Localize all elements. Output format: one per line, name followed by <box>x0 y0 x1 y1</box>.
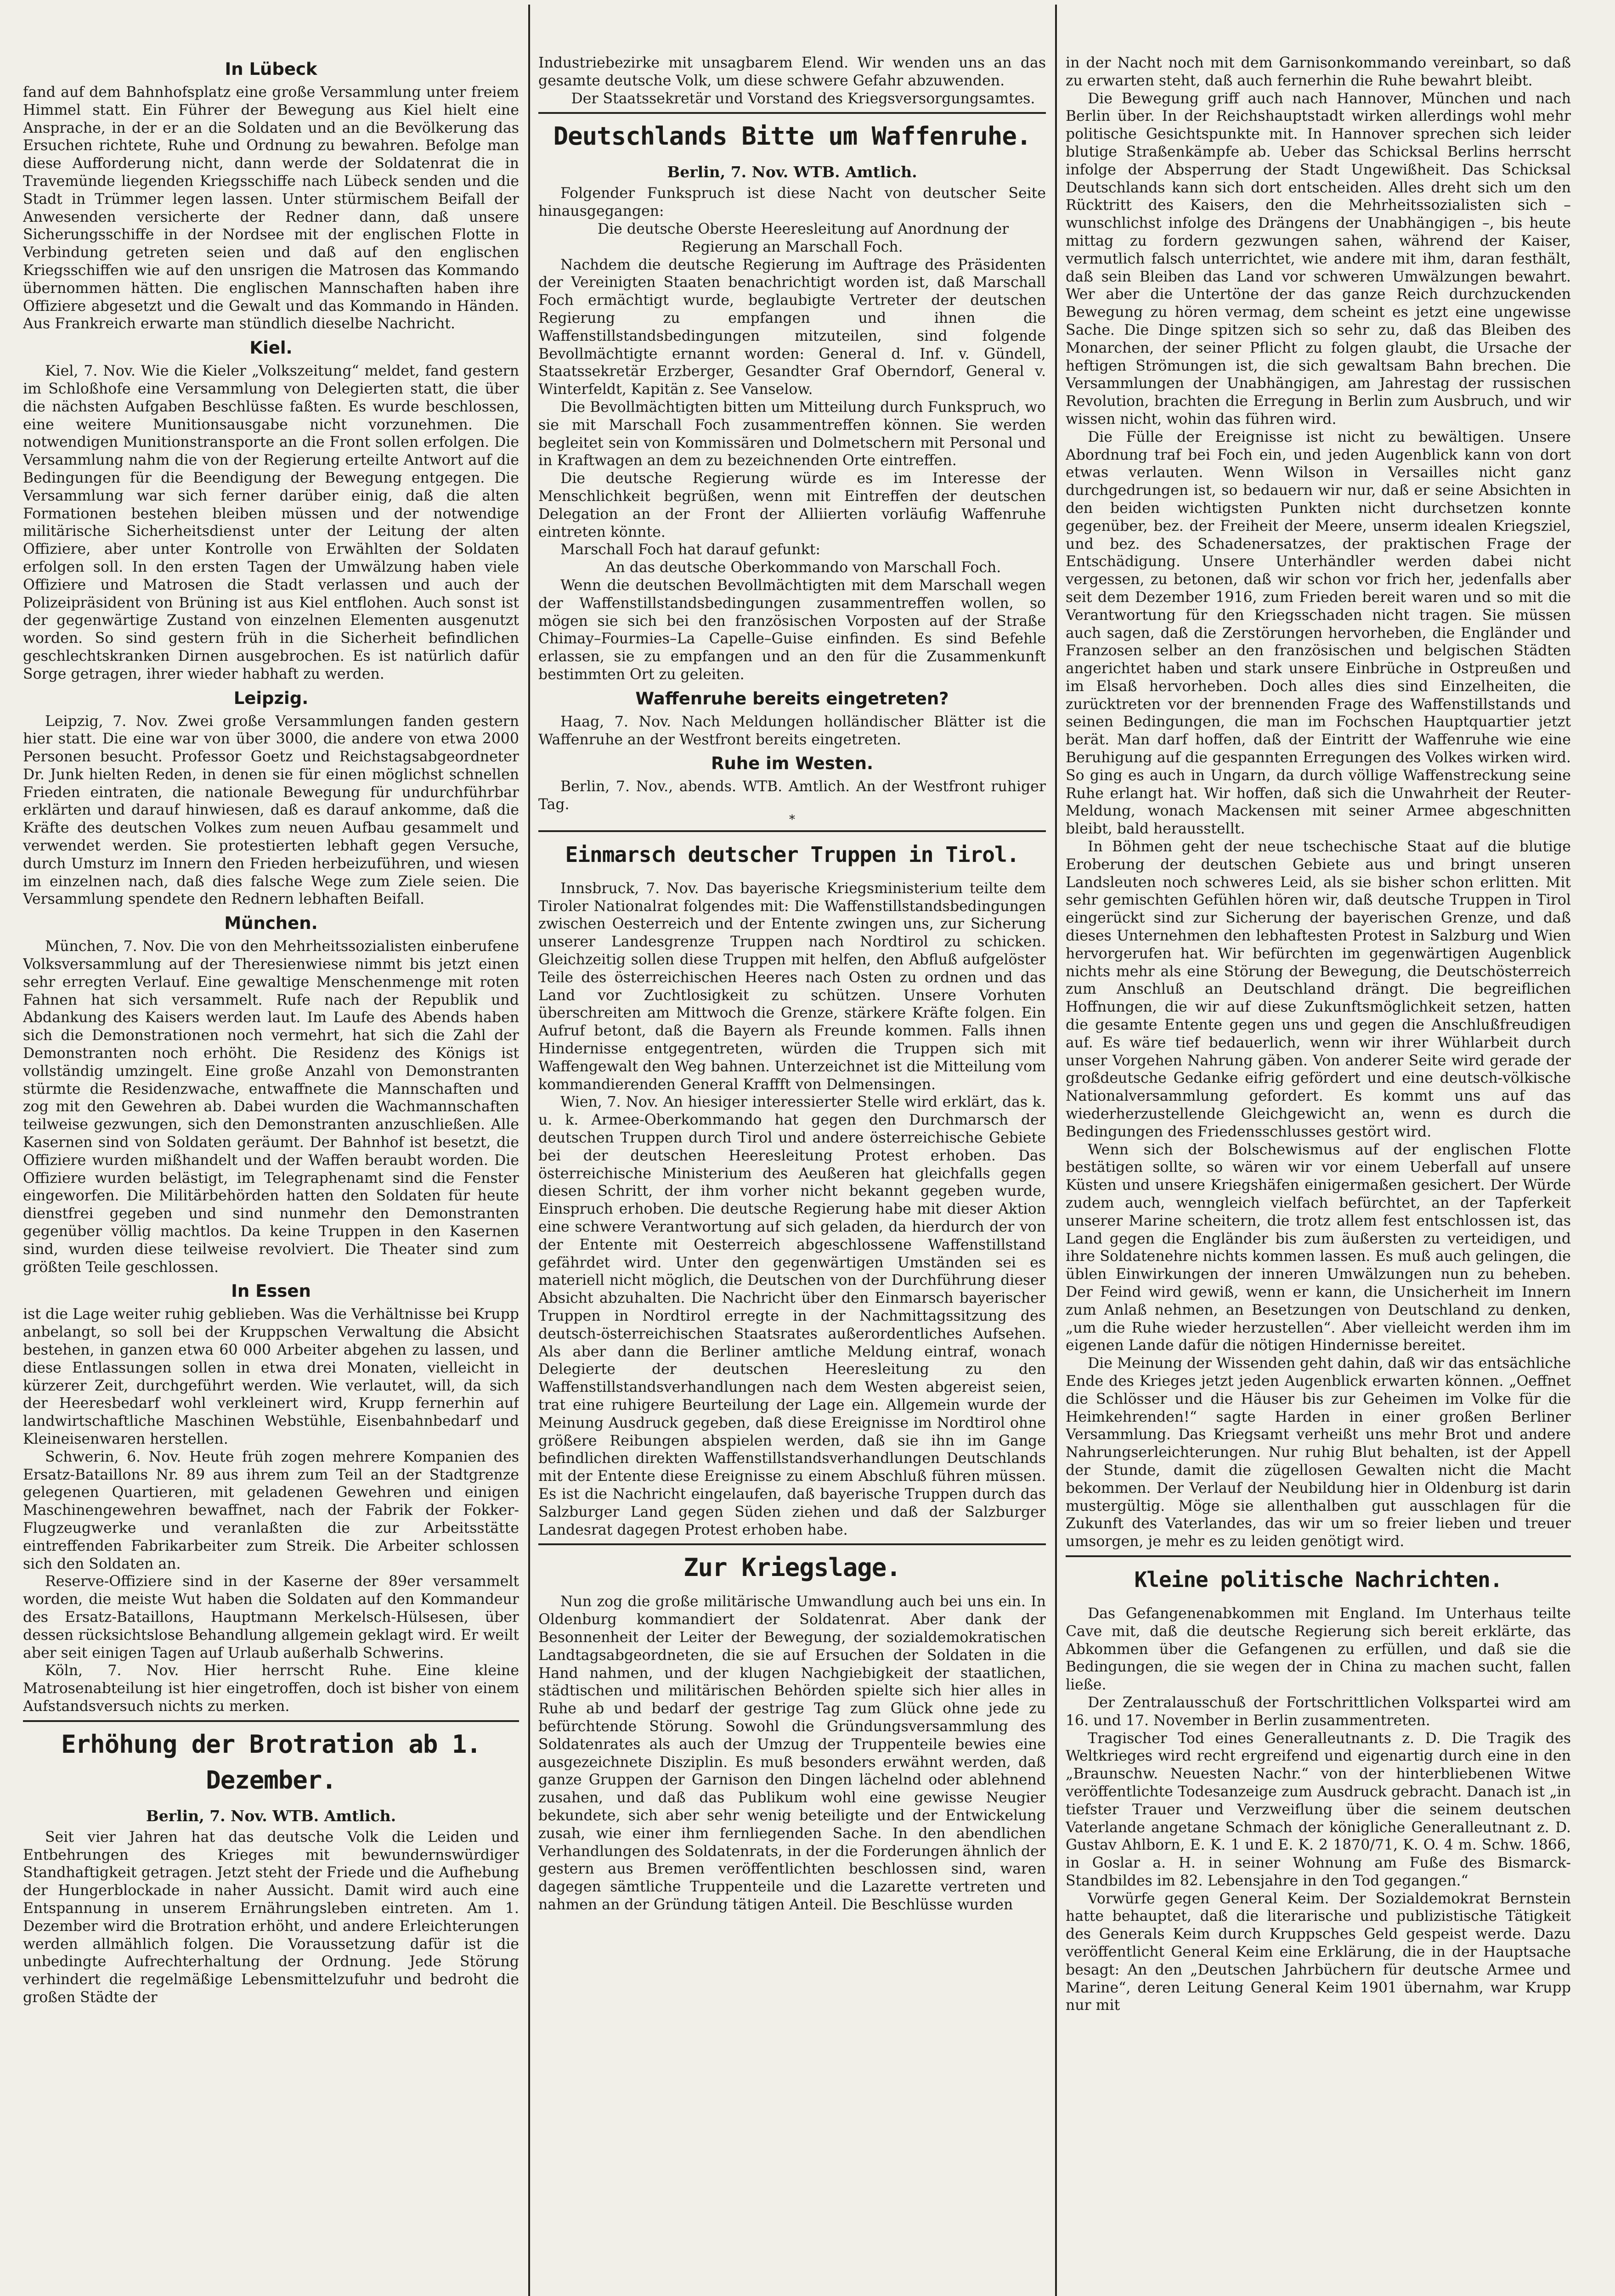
news-general-keim: Vorwürfe gegen General Keim. Der Sozialdemokrat Bernstein hatte behauptet, daß die literarische und publizistische Tätigkeit des Generals Keim durch Kruppsches Geld gespeist werde. Dazu veröffentlicht General Keim eine Erklärung, die in der Hauptsache besagt: An den „Deutschen Jahrbüchern für deutsche Armee und Marine“, deren Leitung General Keim 1901 übernahm, war Krupp nur mit <box>1066 1890 1571 2014</box>
article-eingetreten: Haag, 7. Nov. Nach Meldungen holländischer Blätter ist die Waffenruhe an der Westfront bereits eingetreten. <box>538 713 1046 748</box>
article-westen: Berlin, 7. Nov., abends. WTB. Amtlich. An der Westfront ruhiger Tag. <box>538 778 1046 813</box>
article-brotration: Seit vier Jahren hat das deutsche Volk die Leiden und Entbehrungen des Krieges mit bewundernswürdiger Standhaftigkeit getragen. Jetzt steht der Friede und die Aufhebung der Hungerblockade in naher Aussicht. Damit wird auch eine Entspannung in unserem Ernährungsleben eintreten. Am 1. Dezember wird die Brotration erhöht, und andere Erleichterungen werden allmählich folgen. Die Voraussetzung dafür ist die unbedingte Aufrechterhaltung der Ordnung. Jede Störung verhindert die regelmäßige Lebensmittelzufuhr und bedroht die großen Städte der <box>23 1829 519 2006</box>
heading-tirol: Einmarsch deutscher Truppen in Tirol. <box>538 830 1046 872</box>
signature-kriegsversorgungsamt: Der Staatssekretär und Vorstand des Kriegsversorgungsamtes. <box>571 90 1035 107</box>
column-1 <box>23 54 519 2296</box>
article-continuation-col3: in der Nacht noch mit dem Garnisonkommando vereinbart, so daß zu erwarten steht, daß auch fernerhin die Ruhe bewahrt bleibt. <box>1066 55 1571 89</box>
article-muenchen: München, 7. Nov. Die von den Mehrheitssozialisten einberufene Volksversammlung auf der Theresienwiese nimmt bis jetzt einen sehr erregten Verlauf. Eine gewaltige Menschenmenge mit roten Fahnen hat sich versammelt. Rufe nach der Republik und Abdankung des Kaisers werden laut. Im Laufe des Abends haben sich die Demonstrationen noch vermehrt, hat sich die Zahl der Demonstranten noch erhöht. Die Residenz des Königs ist vollständig umzingelt. Eine große Anzahl von Demonstranten stürmte die Residenzwache, entwaffnete die Mannschaften und zog mit den Gewehren ab. Dabei wurden die Wachmannschaften teilweise gezwungen, sich den Demonstranten anzuschließen. Alle Kasernen sind von Soldaten geräumt. Der Bahnhof ist besetzt, die Offiziere wurden mißhandelt und der Waffen beraubt worden. Die Offiziere wurden belästigt, im Telegraphenamt sind die Fenster eingeworfen. Die Militärbehörden hatten den Soldaten für heute dienstfrei gegeben und sind nunmehr den Demonstranten gegenüber völlig machtlos. Da keine Truppen in den Kasernen sind, wurden diese teilweise revolviert. Die Theater sind zum größten Teile geschlossen. <box>23 938 519 1276</box>
article-tirol-1: Innsbruck, 7. Nov. Das bayerische Kriegsministerium teilte dem Tiroler Nationalrat folgendes mit: Die Waffenstillstandsbedingungen zwischen Oesterreich und der Entente zwingen uns, zur Sicherung unserer Landesgrenze Truppen nach Nordtirol zu schicken. Gleichzeitig sollen diese Truppen mit helfen, den Abfluß aufgelöster Teile des österreichischen Heeres nach Osten zu ordnen und das Land vor Zuchtlosigkeit zu schützen. Unsere Vorhuten überschreiten am Mittwoch die Grenze, stärkere Kräfte folgen. Ein Aufruf betont, daß die Bayern als Freunde kommen. Falls ihnen Hindernisse entgegentreten, würden die Truppen sich mit Waffengewalt den Weg bahnen. Unterzeichnet ist die Mitteilung vom kommandierenden General Kraffft von Delmensingen. <box>538 880 1046 1093</box>
kriegslage-p1: Die Bewegung griff auch nach Hannover, München und nach Berlin über. In der Reichshauptstadt wirken allerdings wohl mehr politische Gesichtspunkte mit. In Hannover sprechen sich leider blutige Straßenkämpfe ab. Ueber das Schicksal Berlins herrscht infolge der Absperrung der Stadt Ungewißheit. Das Schicksal Deutschlands kann sich dort entscheiden. Alles dreht sich um den Rücktritt des Kaisers, den die Mehrheitssozialisten sich – wunschlichst infolge des Drängens der Unabhängigen –, bis heute mittag zu fordern gezwungen sahen, während der Kaiser, vermutlich falsch unterrichtet, wie andere mit ihm, daran festhält, daß sein Bleiben das Land vor schweren Umwälzungen bewahrt. Wer aber die Untertöne der das ganze Reich durchzuckenden Bewegung zu hören vermag, dem scheint es jetzt eine ungewisse Sache. Die Dinge spitzen sich so sehr zu, daß das Bleiben des Monarchen, der seiner Pflicht zu folgen glaubt, die Ursache der heftigen Strömungen ist, die sich gewaltsam Bahn brechen. Die Versammlungen der Unabhängigen, am Jahrestag der russischen Revolution, brachten die Erregung in Berlin zum Ausbruch, und wir wissen nicht, wohin das führen wird. <box>1066 90 1571 428</box>
dateline-brotration: Berlin, 7. Nov. WTB. Amtlich. <box>146 1806 396 1825</box>
separator-star: * <box>789 812 795 827</box>
article-koeln: Köln, 7. Nov. Hier herrscht Ruhe. Eine kleine Matrosenabteilung ist hier eingetroffen, doch ist bisher von einem Aufstandsversuch nichts zu merken. <box>23 1662 519 1715</box>
article-tirol-2: Wien, 7. Nov. An hiesiger interessierter Stelle wird erklärt, das k. u. k. Armee-Oberkommando hat gegen den Durchmarsch der deutschen Truppen durch Tirol und andere österreichische Gebiete bei der deutschen Heeresleitung Protest erhoben. Das österreichische Ministerium des Aeußeren hat gleichfalls gegen diesen Schritt, der ihm vorher nicht bekannt gegeben wurde, Einspruch erhoben. Die deutsche Regierung habe mit dieser Aktion eine schwere Verantwortung auf sich geladen, da hierdurch der von der Entente mit Oesterreich abgeschlossene Waffenstillstand gefährdet wird. Unter den gegenwärtigen Umständen sei es materiell nicht möglich, die Deutschen von der Durchführung dieser Absicht abzuhalten. Die Nachricht über den Einmarsch bayerischer Truppen in Nordtirol erregte in der Nachmittagssitzung des deutsch-österreichischen Staatsrates außerordentliches Aufsehen. Als aber dann die Berliner amtliche Meldung eintraf, wonach Delegierte der deutschen Heeresleitung zu den Waffenstillstandsverhandlungen nach dem Westen abgereist seien, trat eine ruhigere Beurteilung der Lage ein. Allgemein wurde der Meinung Ausdruck gegeben, daß diese Ereignisse im Nordtirol ohne größere Reibungen abspielen werden, daß sie ihn im Gange befindlichen direkten Waffenstillstandsverhandlungen Deutschlands mit der Entente diese Ereignisse zu einem Abschluß führen müssen. Es ist die Nachricht eingelaufen, daß bayerische Truppen durch das Salzburger Land gegen Süden ziehen und daß der Salzburger Landesrat dagegen Protest erhoben habe. <box>538 1094 1046 1538</box>
article-leipzig: Leipzig, 7. Nov. Zwei große Versammlungen fanden gestern hier statt. Die eine war von über 3000, die andere von etwa 2000 Personen besucht. Professor Goetz und Reichstagsabgeordneter Dr. Junk hielten Reden, in denen sie für einen möglichst schnellen Frieden eintraten, die nationale Bewegung für undurchführbar erklärten und darauf hinwiesen, daß es darauf ankomme, daß die Kräfte des deutschen Volkes zum neuen Aufbau gesammelt und verwendet werden. Sie protestierten lebhaft gegen Versuche, durch Umsturz im Innern den Frieden herbeizuführen, und wiesen im einzelnen nach, daß dies falsche Wege zum Ziele seien. Die Versammlung spendete den Rednern lebhaften Beifall. <box>23 713 519 908</box>
column-3 <box>1066 54 1571 2296</box>
waffenruhe-text-2: Die Bevollmächtigten bitten um Mitteilung durch Funkspruch, wo sie mit Marschall Foch zusammentreffen können. Sie werden begleitet sein von Kommissären und Dolmetschern mit Personal und in Kraftwagen an dem zu bezeichnenden Orte eintreffen. <box>538 399 1046 469</box>
heading-luebeck: In Lübeck <box>225 59 317 79</box>
waffenruhe-foch-quote: An das deutsche Oberkommando von Marschall Foch. <box>605 559 1001 576</box>
heading-eingetreten: Waffenruhe bereits eingetreten? <box>635 688 949 709</box>
heading-leipzig: Leipzig. <box>233 688 309 708</box>
column-rule-2 <box>1055 5 1057 2296</box>
article-kiel: Kiel, 7. Nov. Wie die Kieler „Volkszeitung“ meldet, fand gestern im Schloßhofe eine Versammlung von Delegierten statt, die über die nächsten Aufgaben Beschlüsse faßten. Es wurde beschlossen, eine weitere Munitionsausgabe nicht vorzunehmen. Die notwendigen Munitionstransporte an die Front sollen erfolgen. Die Versammlung nahm die von der Regierung erteilte Antwort auf die Bedingungen für die Beendigung der Bewegung entgegen. Die Versammlung war sich ferner darüber einig, daß die alten Formationen bestehen bleiben müssen und der notwendige militärische Sicherheitsdienst unter der Leitung der alten Offiziere, aber unter Kontrolle von Erwählten der Soldaten erfolgen soll. In den ersten Tagen der Umwälzung haben viele Offiziere und Matrosen die Stadt verlassen und auch der Polizeipräsident von Brüning ist aus Kiel entflohen. Auch sonst ist der gegenwärtige Zustand von einzelnen Elementen ausgenutzt worden. So sind gestern früh in die Sicherheit befindlichen geschlechtskranken Dirnen ausgebrochen. Es ist natürlich dafür Sorge getragen, ihrer wieder habhaft zu werden. <box>23 363 519 682</box>
heading-muenchen: München. <box>224 913 318 934</box>
article-continuation-top: Industriebezirke mit unsagbarem Elend. Wir wenden uns an das gesamte deutsche Volk, um diese schwere Gefahr abzuwenden. <box>538 55 1046 89</box>
article-reserve-offiziere: Reserve-Offiziere sind in der Kaserne der 89er versammelt worden, die meiste Wut haben die Soldaten auf den Kommandeur des Ersatz-Bataillons, Hauptmann Merkelsch-Hülsesen, über dessen rücksichtslose Behandlung allgemein geklagt wird. Er weilt aber seit einigen Tagen auf Urlaub außerhalb Schwerins. <box>23 1573 519 1661</box>
kriegslage-p3: In Böhmen geht der neue tschechische Staat auf die blutige Eroberung der deutschen Gebiete aus und bringt unseren Landsleuten noch schweres Leid, als sie bisher schon erlitten. Mit sehr gemischten Gefühlen hören wir, daß deutsche Truppen in Tirol eingerückt sind zur Sicherung der bayerischen Grenze, und daß dieses Unternehmen den lebhaftesten Protest in Salzburg und Wien hervorgerufen hat. Wir befürchten im gegenwärtigen Augenblick nichts mehr als eine Störung der Bewegung, die Deutschösterreich zum Anschluß an Deutschland drängt. Die begreiflichen Hoffnungen, die wir auf diese Zukunftsmöglichkeit setzen, hatten die gesamte Entente gegen uns und gegen die Anschlußfreudigen auf. Es wäre tief bedauerlich, wenn wir ihrer Wühlarbeit durch unser Vorgehen Nahrung gäben. Von anderer Seite wird gerade der großdeutsche Gedanke eifrig gefördert und eine deutsch-völkische Nationalversammlung gefordert. Es kommt uns auf das wiederherzustellende Gleichgewicht an, wenn es durch die Bedingungen des Friedensschlusses gestört wird. <box>1066 838 1571 1140</box>
kriegslage-p5: Die Meinung der Wissenden geht dahin, daß wir das entsächliche Ende des Krieges jetzt jeden Augenblick erwarten können. „Oeffnet die Schlösser und die Häuser bis zur Geheimen im Volke für die Heimkehrenden!“ sagte Harden in einer großen Berliner Versammlung. Das Kriegsamt verheißt uns mehr Brot und andere Nahrungserleichterungen. Nur ruhig Blut behalten, ist der Appell der Stunde, damit die zügellosen Gewalten nicht die Macht bekommen. Der Verlauf der Neubildung hier in Oldenburg ist darin mustergültig. Möge sie allenthalben gut ausschlagen für die Zukunft des Vaterlandes, das wir um so freier lieben und treuer umsorgen, je mehr es zu leiden genötigt wird. <box>1066 1355 1571 1550</box>
waffenruhe-intro: Folgender Funkspruch ist diese Nacht von deutscher Seite hinausgegangen: <box>538 185 1046 220</box>
kriegslage-p2: Die Fülle der Ereignisse ist nicht zu bewältigen. Unsere Abordnung traf bei Foch ein, und jeden Augenblick kann von dort etwas verlauten. Wenn Wilson in Versailles nicht ganz durchgedrungen ist, so bedauern wir nur, daß er seine Absichten in den beiden wichtigsten Punkten nicht durchsetzen konnte gegenüber, bez. der Freiheit der Meere, unserm idealen Kriegsziel, und bez. des Schadenersatzes, der praktischen Frage der Entschädigung. Unsere Unterhändler werden dabei nicht vergessen, zu betonen, daß wir schon vor frich her, jedenfalls aber seit dem Dezember 1916, zum Frieden bereit waren und so mit die Verantwortung für den Kriegsschaden nicht tragen. Sie müssen auch sagen, daß die Zerstörungen hervorheben, die Engländer und Franzosen selber an den französischen und belgischen Städten angerichtet haben und stark unsere Einbrüche in Ostpreußen und im Elsaß hervorheben. Doch alles dies sind Einzelheiten, die zurücktreten vor der brennenden Frage des Waffenstillstands und seinen Bedingungen, die man im Fochschen Hauptquartier jetzt berät. Man darf hoffen, daß der Eintritt der Waffenruhe wie eine Beruhigung auf die gespannten Erregungen des Volkes wirken wird. So ging es auch in Ungarn, da durch völlige Waffenstreckung seine Ruhe erlangt hat. Wir hoffen, daß sich die Unwahrheit der Reuter-Meldung, wonach Mackensen mit seiner Armee abgeschnitten bleibt, bald herausstellt. <box>1066 428 1571 838</box>
article-kriegslage: Nun zog die große militärische Umwandlung auch bei uns ein. In Oldenburg kommandiert der Soldatenrat. Aber dank der Besonnenheit der Leiter der Bewegung, der sozialdemokratischen Landtagsabgeordneten, die sie auf Ersuchen der Soldaten in die Hand nahmen, und der klugen Nachgiebigkeit der staatlichen, städtischen und militärischen Behörden spielte sich hier alles in Ruhe ab und bedarf der gestrige Tag zum Glück ohne jede zu befürchtende Störung. Sowohl die Gründungsversammlung des Soldatenrates als auch der Umzug der Truppenteile bewies eine ausgezeichnete Disziplin. Es muß besonders erwähnt werden, daß ganze Gruppen der Garnison den Dingen lächelnd oder ablehnend zusahen, und daß das Publikum wohl eine gewisse Neugier bekundete, sich aber sehr wenig beteiligte und der Entwickelung zusah, wie einer ihm fernliegenden Sache. In den abendlichen Verhandlungen des Soldatenrats, in der die Forderungen ähnlich der gestern aus Bremen veröffentlichten beschlossen sind, waren dagegen sämtliche Truppenteile und die Lazarette vertreten und nahmen an der Gründung tätigen Anteil. Die Beschlüsse wurden <box>538 1593 1046 1913</box>
heading-kleine-nachrichten: Kleine politische Nachrichten. <box>1066 1555 1571 1598</box>
news-generalleutnant: Tragischer Tod eines Generalleutnants z. D. Die Tragik des Weltkrieges wird recht ergreifend und eigenartig durch eine in den „Braunschw. Neuesten Nachr.“ von der hinterbliebenen Witwe veröffentlichte Todesanzeige zum Ausdruck gebracht. Danach ist „in tiefster Trauer und Verzweiflung über die seinem deutschen Vaterlande angetane Schmach der königliche Generalleutnant z. D. Gustav Ahlborn, E. K. 1 und E. K. 2 1870/71, K. O. 4 m. Schw. 1866, in Goslar a. H. in seiner Wohnung am Fuße des Bismarck-Standbildes im 82. Lebensjahre in den Tod gegangen.“ <box>1066 1730 1571 1889</box>
news-zentralausschuss: Der Zentralausschuß der Fortschrittlichen Volkspartei wird am 16. und 17. November in Berlin zusammentreten. <box>1066 1694 1571 1729</box>
heading-kiel: Kiel. <box>249 338 293 358</box>
waffenruhe-text-1: Nachdem die deutsche Regierung im Auftrage des Präsidenten der Vereinigten Staaten benachrichtigt worden ist, daß Marschall Foch ermächtigt wurde, beglaubigte Vertreter der deutschen Regierung zu empfangen und ihnen die Waffenstillstandsbedingungen mitzuteilen, sind folgende Bevollmächtigte ernannt worden: General d. Inf. v. Gündell, Staatssekretär Erzberger, Gesandter Graf Oberndorf, General v. Winterfeldt, Kapitän z. See Vanselow. <box>538 256 1046 398</box>
heading-waffenruhe: Deutschlands Bitte um Waffenruhe. <box>538 112 1046 154</box>
dateline-waffenruhe: Berlin, 7. Nov. WTB. Amtlich. <box>667 163 917 181</box>
waffenruhe-foch: Marschall Foch hat darauf gefunkt: <box>560 541 821 558</box>
article-essen: ist die Lage weiter ruhig geblieben. Was die Verhältnisse bei Krupp anbelangt, so soll bei der Kruppschen Verwaltung die Absicht bestehen, in ganzen etwa 60 000 Arbeiter abgehen zu lassen, und diese Entlassungen sollen in etwa drei Monaten, vielleicht in kürzerer Zeit, durchgeführt werden. Wie verlautet, will, da sich der Heeresbedarf wohl verkleinert wird, Krupp fernerhin auf landwirtschaftliche Maschinen Webstühle, Eisenbahnbedarf und Kleineisenwaren herstellen. <box>23 1306 519 1447</box>
heading-kriegslage: Zur Kriegslage. <box>538 1543 1046 1586</box>
article-schwerin: Schwerin, 6. Nov. Heute früh zogen mehrere Kompanien des Ersatz-Bataillons Nr. 89 aus ihrem zum Teil an der Stadtgrenze gelegenen Quartieren, mit geladenen Gewehren und einigen Maschinengewehren bewaffnet, nach der Fabrik der Fokker-Flugzeugwerke und veranlaßten die zur Arbeitsstätte eintreffenden Fabrikarbeiter zum Streik. Die Arbeiter schlossen sich den Soldaten an. <box>23 1448 519 1572</box>
column-rule-1 <box>528 5 530 2296</box>
article-luebeck: fand auf dem Bahnhofsplatz eine große Versammlung unter freiem Himmel statt. Ein Führer der Bewegung aus Kiel hielt eine Ansprache, in der er an die Soldaten und an die Bevölkerung das Ersuchen richtete, Ruhe und Ordnung zu bewahren. Befolge man diese Aufforderung nicht, dann werde der Soldatenrat die in Travemünde liegenden Kriegsschiffe nach Lübeck senden und die Stadt in Trümmer legen lassen. Unter stürmischem Beifall der Anwesenden versicherte der Redner dann, daß unsere Sicherungsschiffe in der Nordsee mit der englischen Flotte in Verbindung getreten seien und daß auf den englischen Kriegsschiffen wie auf den unsrigen die Matrosen das Kommando übernommen hätten. Die englischen Mannschaften haben ihre Offiziere abgesetzt und die Gewalt und das Kommando in Händen. Aus Frankreich erwarte man stündlich dieselbe Nachricht. <box>23 84 519 332</box>
news-gefangenenabkommen: Das Gefangenenabkommen mit England. Im Unterhaus teilte Cave mit, daß die deutsche Regierung sich bereit erklärte, das Abkommen über die Gefangenen zu erfüllen, und daß sie die Bedingungen, die sie wegen der in China zu machen sucht, fallen ließe. <box>1066 1605 1571 1694</box>
heading-westen: Ruhe im Westen. <box>711 754 874 774</box>
heading-brotration: Erhöhung der Brotration ab 1. Dezember. <box>23 1720 519 1798</box>
waffenruhe-text-4: Wenn die deutschen Bevollmächtigten mit dem Marschall wegen der Waffenstillstandsbedingungen zusammentreffen wollen, so mögen sie sich bei den französischen Vorposten auf der Straße Chimay–Fourmies–La Capelle–Guise einfinden. Es sind Befehle erlassen, sie zu empfangen und an den für die Zusammenkunft bestimmten Ort zu geleiten. <box>538 577 1046 683</box>
kriegslage-p4: Wenn sich der Bolschewismus auf der englischen Flotte bestätigen sollte, so wären wir vor einem Ueberfall auf unsere Küsten und unsere Kriegshäfen einigermaßen gesichert. Der Würde zudem auch, wenngleich vielfach befürchtet, an der Tapferkeit unserer Marine scheitern, die trotz allem fest entschlossen ist, das Land gegen die Engländer bis zum äußersten zu verteidigen, und ihre Soldatenehre nichts kommen lassen. Es muß auch gelingen, die üblen Einwirkungen der inneren Umwälzungen nun zu beheben. Der Feind wird gewiß, wenn er kann, die Unsicherheit im Innern zum Anlaß nehmen, an Besetzungen von Deutschland zu denken, „um die Ruhe wieder herzustellen“. Aber vielleicht werden ihm im eigenen Lande dafür die nötigen Hindernisse bereitet. <box>1066 1141 1571 1354</box>
column-2 <box>538 54 1046 2296</box>
waffenruhe-text-3: Die deutsche Regierung würde es im Interesse der Menschlichkeit begrüßen, wenn mit Eintreffen der deutschen Delegation an der Front der Alliierten vorläufig Waffenruhe eintreten könnte. <box>538 470 1046 540</box>
heading-essen: In Essen <box>231 1281 311 1301</box>
waffenruhe-quote: Die deutsche Oberste Heeresleitung auf Anordnung der Regierung an Marschall Foch. <box>597 220 1009 255</box>
